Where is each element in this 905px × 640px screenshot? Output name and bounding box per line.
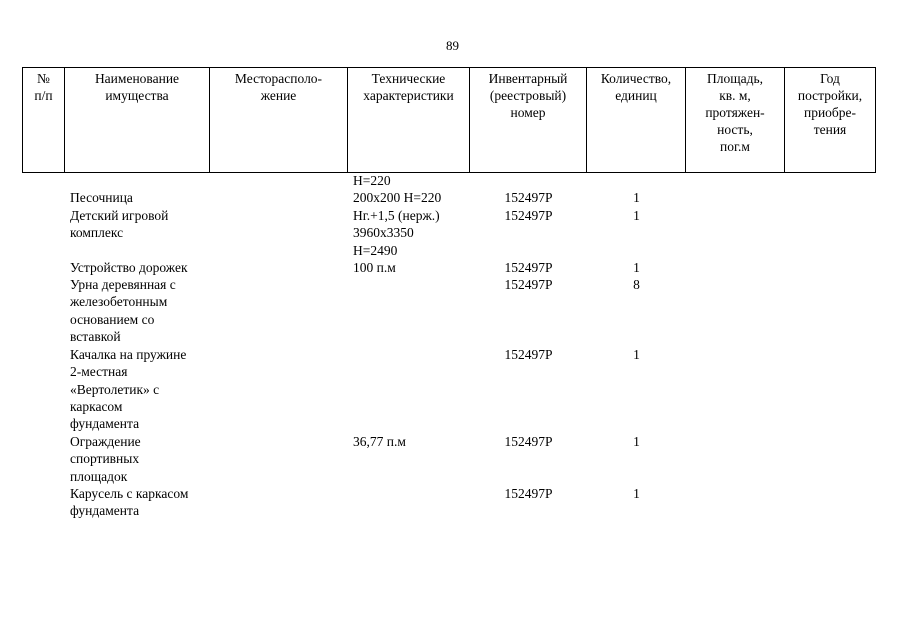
- row-inventory: 152497Р: [504, 347, 553, 362]
- col-header-name: Наименование имущества: [65, 68, 210, 173]
- row-name: Ограждение спортивных площадок: [70, 434, 141, 484]
- col-header-year: Год постройки, приобре- тения: [785, 68, 876, 173]
- row-inventory: 152497Р: [504, 486, 553, 501]
- row-quantity: 1: [633, 434, 640, 449]
- row-name: Песочница: [70, 190, 133, 205]
- row-tech: 36,77 п.м: [353, 434, 406, 449]
- row-quantity: 1: [633, 486, 640, 501]
- col-header-tech: Технические характеристики: [348, 68, 470, 173]
- row-quantity: 1: [633, 190, 640, 205]
- col-header-inventory: Инвентарный (реестровый) номер: [470, 68, 587, 173]
- row-tech: H=220: [353, 173, 391, 188]
- row-inventory: 152497Р: [504, 434, 553, 449]
- row-name: Устройство дорожек: [70, 260, 188, 275]
- row-inventory: 152497Р: [504, 277, 553, 292]
- row-inventory: 152497Р: [504, 208, 553, 223]
- row-tech: 100 п.м: [353, 260, 396, 275]
- col-header-quantity: Количество, единиц: [587, 68, 686, 173]
- row-tech: Hг.+1,5 (нерж.) 3960х3350 H=2490: [353, 208, 440, 258]
- row-quantity: 1: [633, 347, 640, 362]
- row-name: Урна деревянная с железобетонным основанием со вставкой: [70, 277, 176, 344]
- page-number: 89: [446, 38, 459, 53]
- col-header-area: Площадь, кв. м, протяжен- ность, пог.м: [686, 68, 785, 173]
- col-header-location: Месторасполо- жение: [210, 68, 348, 173]
- row-name: Качалка на пружине 2-местная «Вертолетик» с каркасом фундамента: [70, 347, 187, 432]
- row-quantity: 8: [633, 277, 640, 292]
- row-name: Детский игровой комплекс: [70, 208, 169, 241]
- row-tech: 200х200 H=220: [353, 190, 442, 205]
- col-header-number: № п/п: [23, 68, 65, 173]
- row-quantity: 1: [633, 260, 640, 275]
- row-quantity: 1: [633, 208, 640, 223]
- row-inventory: 152497Р: [504, 260, 553, 275]
- row-name: Карусель с каркасом фундамента: [70, 486, 189, 519]
- row-inventory: 152497Р: [504, 190, 553, 205]
